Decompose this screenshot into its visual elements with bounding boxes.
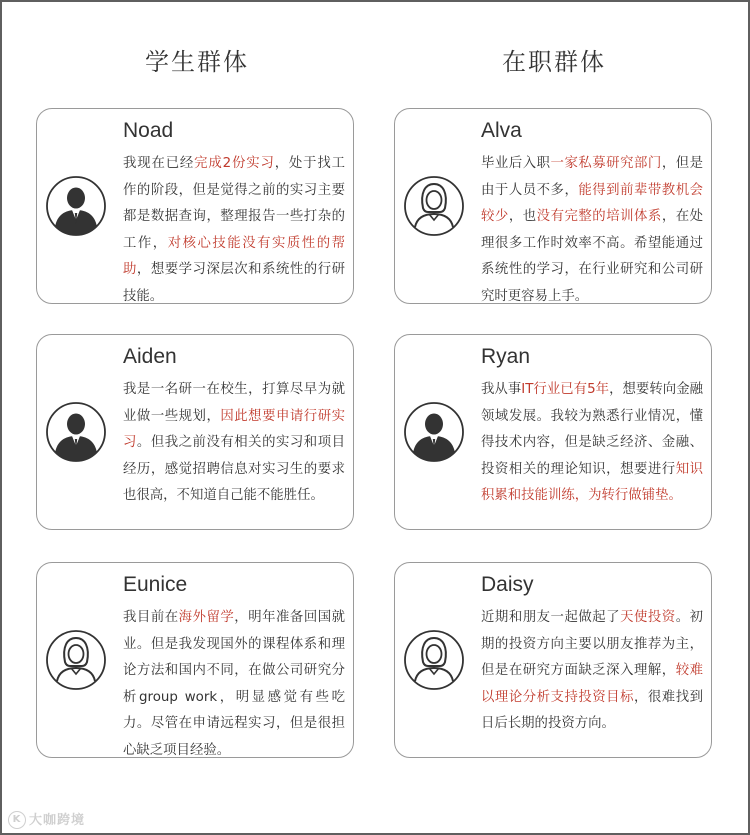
card-alva	[394, 108, 712, 304]
female-user-icon	[403, 629, 465, 691]
female-user-icon	[403, 175, 465, 237]
male-user-icon	[45, 175, 107, 237]
highlight: 能得到前辈带教机会较少	[481, 182, 704, 224]
card-text: 毕业后入职一家私募研究部门，但是由于人员不多，能得到前辈带教机会较少，也没有完整的培训体系，在处理很多工作时效率不高。希望能通过系统性的学习，在行业研究和公司研究时更容易上手。	[481, 156, 704, 304]
highlight: 完成2份实习	[194, 156, 275, 171]
card-daisy	[394, 562, 712, 758]
workers-header: 在职群体	[502, 48, 606, 76]
card-name: Alva	[481, 119, 522, 142]
card-name: Ryan	[481, 345, 531, 368]
highlight: 天使投资	[620, 610, 676, 625]
card-aiden	[36, 334, 354, 530]
watermark-logo-icon: K	[8, 811, 26, 829]
students-header: 学生群体	[145, 48, 249, 76]
card-ryan	[394, 334, 712, 530]
card-text: 我是一名研一在校生，打算尽早为就业做一些规划，因此想要申请行研实习。但我之前没有相关的实习和项目经历，感觉招聘信息对实习生的要求也很高，不知道自己能不能胜任。	[123, 382, 346, 503]
card-name: Daisy	[481, 573, 534, 596]
highlight: IT行业已有5年	[521, 382, 610, 397]
card-name: Noad	[123, 119, 174, 142]
male-user-icon	[45, 401, 107, 463]
watermark: K 大咖跨境	[8, 809, 85, 830]
card-text: 近期和朋友一起做起了天使投资。初期的投资方向主要以朋友推荐为主，但是在研究方面缺乏深入理解，较难以理论分析支持投资目标，很难找到日后长期的投资方向。	[481, 610, 704, 731]
highlight: 对核心技能没有实质性的帮助	[123, 235, 346, 277]
card-text: 我目前在海外留学，明年准备回国就业。但是我发现国外的课程体系和理论方法和国内不同，在做公司研究分析group work，明显感觉有些吃力。尽管在申请远程实习，但是很担心缺乏项目经验。	[123, 610, 346, 758]
highlight: 较难以理论分析支持投资目标	[481, 663, 704, 705]
card-noad	[36, 108, 354, 304]
card-name: Aiden	[123, 345, 177, 368]
female-user-icon	[45, 629, 107, 691]
card-text: 我现在已经完成2份实习，处于找工作的阶段，但是觉得之前的实习主要都是数据查询，整理报告一些打杂的工作，对核心技能没有实质性的帮助，想要学习深层次和系统性的行研技能。	[123, 156, 346, 304]
highlight: 因此想要申请行研实习	[123, 408, 346, 450]
highlight: 海外留学	[178, 610, 235, 625]
highlight: 一家私募研究部门	[550, 156, 662, 171]
card-name: Eunice	[123, 573, 188, 596]
card-text: 我从事IT行业已有5年，想要转向金融领域发展。我较为熟悉行业情况，懂得技术内容，但是缺乏经济、金融、投资相关的理论知识，想要进行知识积累和技能训练，为转行做铺垫。	[481, 382, 704, 503]
highlight: 知识积累和技能训练，为转行做铺垫。	[481, 461, 704, 503]
card-eunice	[36, 562, 354, 758]
male-user-icon	[403, 401, 465, 463]
highlight: 没有完整的培训体系	[536, 209, 662, 224]
